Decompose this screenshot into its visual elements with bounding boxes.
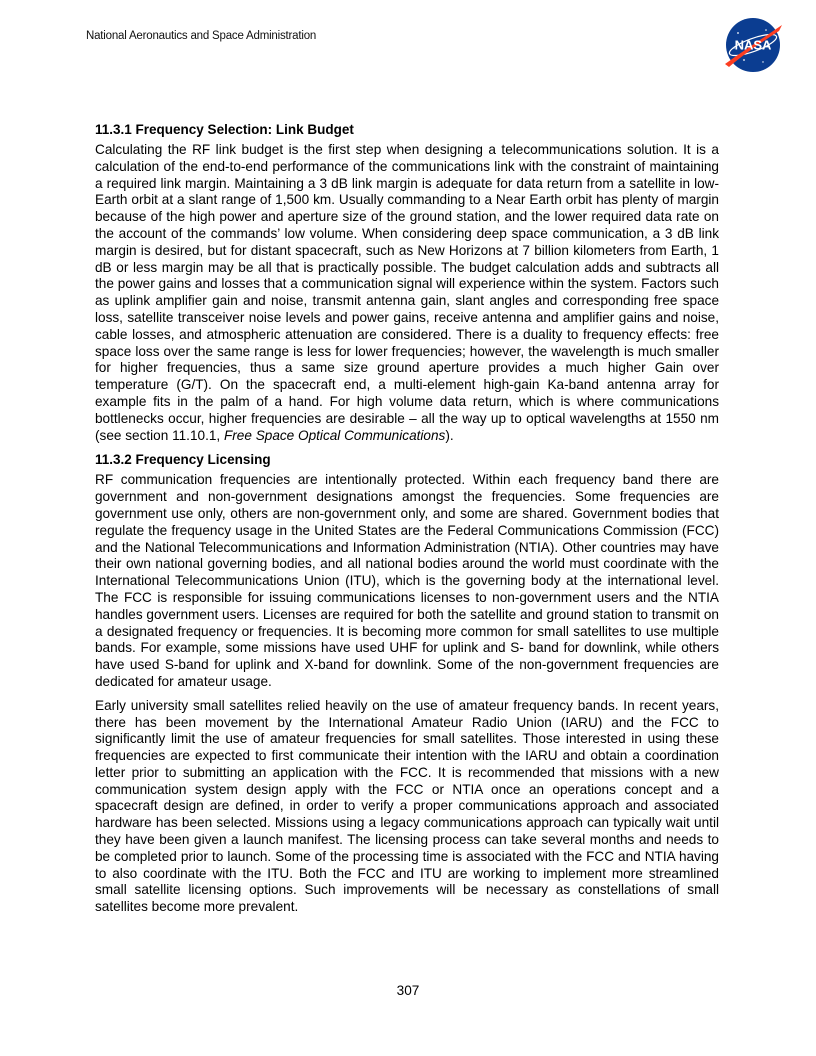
paragraph-licensing-2: Early university small satellites relied heavily on the use of amateur frequency bands. In recent years, there has been movement by the International Amateur Radio Union (IARU) and the FCC to significantly limit the use of amateur frequencies for small satellites. Those interested in using these frequencies are expected to first communicate their intention with the IARU and obtain a coordination letter prior to submitting an application with the FCC. It is recommended that missions with a new communication system design apply with the FCC or NTIA once an operations concept and a spacecraft design are defined, in order to verify a proper communications approach and associated hardware has been selected. Missions using a legacy communications approach can typically wait until they have been given a launch manifest. The licensing process can take several months and needs to be completed prior to launch. Some of the processing time is associated with the FCC and NTIA having to also coordinate with the ITU. Both the FCC and ITU are working to implement more streamlined small satellite licensing options. Such improvements will be necessary as constellations of small satellites become more prevalent. [95, 697, 719, 915]
paragraph-link-budget-end: ). [445, 427, 454, 443]
section-heading-frequency-licensing: 11.3.2 Frequency Licensing [95, 452, 271, 468]
paragraph-licensing-1: RF communication frequencies are intentionally protected. Within each frequency band there are government and non-government designations amongst the frequencies. Some frequencies are government use only, others are non-government only, and some are shared. Government bodies that regulate the frequency usage in the United States are the Federal Communications Commission (FCC) and the National Telecommunications and Information Administration (NTIA). Other countries may have their own national governing bodies, and all national bodies around the world must coordinate with the International Telecommunications Union (ITU), which is the governing body at the international level. The FCC is responsible for issuing communications licenses to non-government users and the NTIA handles government users. Licenses are required for both the satellite and ground station to transmit on a designated frequency or frequencies. It is becoming more common for small satellites to use multiple bands. For example, some missions have used UHF for uplink and S- band for downlink, while others have used S-band for uplink and X-band for downlink. Some of the non-government frequencies are dedicated for amateur usage. [95, 472, 719, 689]
document-body [95, 121, 719, 916]
logo-text: NASA [734, 37, 772, 53]
page-number: 307 [396, 983, 420, 998]
paragraph-link-budget-text: Calculating the RF link budget is the first step when designing a telecommunications solution. It is a calculation of the end-to-end performance of the communications link with the constraint of maintaining a required link margin. Maintaining a 3 dB link margin is adequate for data return from a satellite in low-Earth orbit at a slant range of 1,500 km. Usually commanding to a Near Earth orbit has plenty of margin because of the high power and aperture size of the ground station, and the lower required data rate on the account of the commands’ low volume. When considering deep space communication, a 3 dB link margin is desired, but for distant spacecraft, such as New Horizons at 7 billion kilometers from Earth, 1 dB or less margin may be all that is practically possible. The budget calculation adds and subtracts all the power gains and losses that a communication signal will experience within the system. Factors such as uplink amplifier gain and noise, transmit antenna gain, slant angles and corresponding free space loss, satellite transceiver noise levels and power gains, receive antenna and amplifier gains and noise, cable losses, and atmospheric attenuation are considered. There is a duality to frequency effects: free space loss over the same range is less for lower frequencies; however, the wavelength is much smaller for higher frequencies, thus a same size ground aperture provides a much higher Gain over temperature (G/T). On the spacecraft end, a multi-element high-gain Ka-band antenna array for example fits in the palm of a hand. For high volume data return, which is where communications bottlenecks occur, higher frequencies are desirable – all the way up to optical wavelengths at 1550 nm (see section 11.10.1, [95, 142, 719, 443]
cross-reference-free-space-optical: Free Space Optical Communications [223, 427, 446, 443]
organization-name: National Aeronautics and Space Administration [86, 30, 317, 42]
section-heading-link-budget: 11.3.1 Frequency Selection: Link Budget [95, 122, 354, 137]
paragraph-link-budget [95, 142, 719, 444]
nasa-meatball-logo-icon [722, 16, 784, 74]
